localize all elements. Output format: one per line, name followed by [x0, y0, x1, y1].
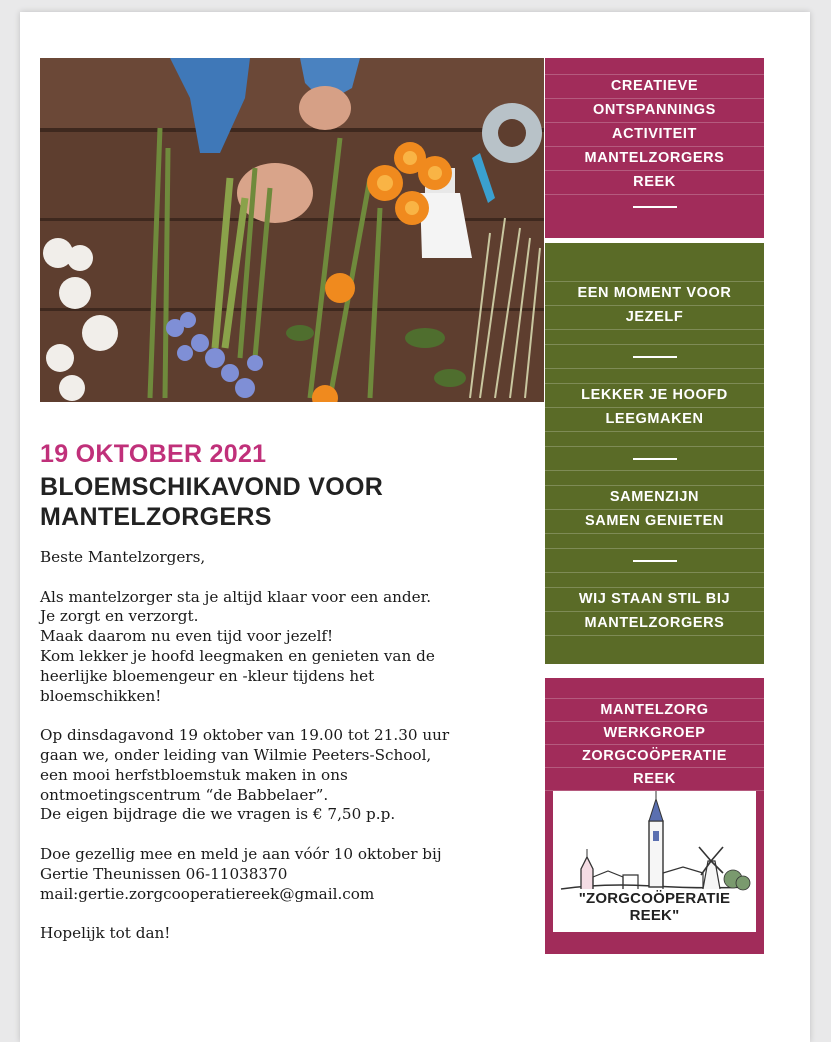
moment-line-1: EEN MOMENT VOOR	[545, 282, 764, 306]
hoofd-line-1: LEKKER JE HOOFD	[545, 384, 764, 408]
closing: Hopelijk tot dan!	[40, 924, 171, 943]
activity-panel	[545, 58, 764, 238]
stil-line-1: WIJ STAAN STIL BIJ	[545, 588, 764, 612]
activity-line-2: ONTSPANNINGS	[545, 99, 764, 123]
werkgroep-line-2: WERKGROEP	[545, 722, 764, 745]
werkgroep-line-3: ZORGCOÖPERATIE	[545, 745, 764, 768]
paragraph-signup	[40, 845, 540, 904]
zorgcooperatie-logo	[553, 791, 756, 932]
text-line: Als mantelzorger sta je altijd klaar voor een ander.	[40, 587, 432, 606]
text-line: De eigen bijdrage die we vragen is € 7,50 p.p.	[40, 805, 396, 824]
activity-line-4: MANTELZORGERS	[545, 147, 764, 171]
greeting: Beste Mantelzorgers,	[40, 548, 206, 566]
werkgroep-line-1: MANTELZORG	[545, 699, 764, 722]
contact-email[interactable]: mail:gertie.zorgcooperatiereek@gmail.com	[40, 884, 375, 903]
message-panel	[545, 243, 764, 664]
church-skyline-icon	[553, 791, 756, 901]
text-line: heerlijke bloemengeur en -kleur tijdens het	[40, 666, 375, 685]
divider	[633, 206, 677, 208]
divider	[633, 458, 677, 460]
paragraph-details	[40, 726, 540, 825]
event-date: 19 OKTOBER 2021	[40, 440, 267, 468]
divider	[633, 560, 677, 562]
moment-line-2: JEZELF	[545, 306, 764, 330]
flower-arranging-photo	[40, 58, 544, 402]
activity-line-1: CREATIEVE	[545, 75, 764, 99]
samen-line-1: SAMENZIJN	[545, 486, 764, 510]
contact-phone: Gertie Theunissen 06-11038370	[40, 864, 288, 883]
divider	[633, 356, 677, 358]
text-line: bloemschikken!	[40, 686, 162, 705]
text-line: ontmoetingscentrum “de Babbelaer”.	[40, 785, 329, 804]
hoofd-line-2: LEEGMAKEN	[545, 408, 764, 432]
text-line: Je zorgt en verzorgt.	[40, 607, 199, 626]
text-line: Kom lekker je hoofd leegmaken en genieten van de	[40, 646, 435, 665]
event-title: BLOEMSCHIKAVOND VOOR MANTELZORGERS	[40, 473, 384, 531]
text-line: Doe gezellig mee en meld je aan vóór 10 oktober bij	[40, 844, 442, 863]
activity-line-3: ACTIVITEIT	[545, 123, 764, 147]
samen-line-2: SAMEN GENIETEN	[545, 510, 764, 534]
text-line: een mooi herfstbloemstuk maken in ons	[40, 765, 348, 784]
text-line: Maak daarom nu even tijd voor jezelf!	[40, 627, 334, 646]
stil-line-2: MANTELZORGERS	[545, 612, 764, 636]
text-line: gaan we, onder leiding van Wilmie Peeters-School,	[40, 745, 432, 764]
logo-caption: "ZORGCOÖPERATIE REEK"	[578, 890, 731, 924]
letter-body	[40, 548, 540, 964]
werkgroep-line-4: REEK	[545, 768, 764, 791]
paragraph-invite	[40, 588, 540, 707]
activity-line-5: REEK	[545, 171, 764, 195]
text-line: Op dinsdagavond 19 oktober van 19.00 tot 21.30 uur	[40, 726, 450, 745]
